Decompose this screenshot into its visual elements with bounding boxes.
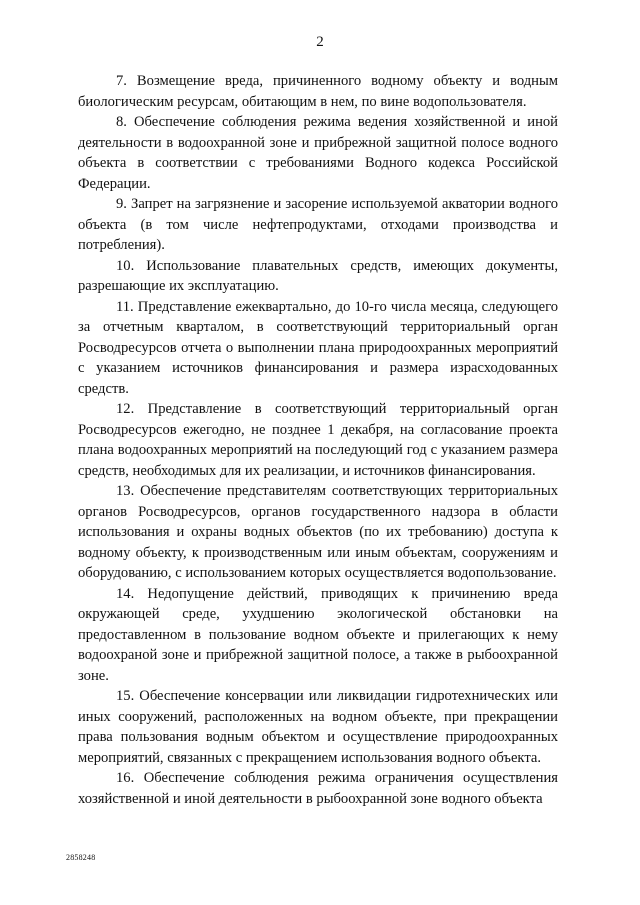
paragraph-item-16: 16. Обеспечение соблюдения режима ограничения осуществления хозяйственной и иной деятельности в рыбоохранной зоне водного объекта: [78, 770, 558, 807]
paragraph-item-13: 13. Обеспечение представителям соответствующих территориальных органов Росводресурсов, органов государственного надзора в области использования и охраны водных объектов (по их требованию) доступа к водному объекту, к производственным или иным объектам, сооружениям и оборудованию, с использованием которых осуществляется водопользование.: [78, 483, 558, 581]
paragraph-item-7: 7. Возмещение вреда, причиненного водному объекту и водным биологическим ресурсам, обитающим в нем, по вине водопользователя.: [78, 73, 558, 110]
paragraph-item-15: 15. Обеспечение консервации или ликвидации гидротехнических или иных сооружений, расположенных на водном объекте, при прекращении права пользования водным объектом и осуществление природоохранных мероприятий, связанных с прекращением использования водного объекта.: [78, 688, 558, 766]
document-code: 2858248: [66, 853, 96, 862]
paragraph-item-11: 11. Представление ежеквартально, до 10-го числа месяца, следующего за отчетным кварталом, в соответствующий территориальный орган Росводресурсов отчета о выполнении плана природоохранных мероприятий с указанием источников финансирования и размера израсходованных средств.: [78, 298, 558, 397]
paragraph-item-8: 8. Обеспечение соблюдения режима ведения хозяйственной и иной деятельности в водоохранной зоне и прибрежной защитной полосе водного объекта в соответствии с требованиями Водного кодекса Российской Федерации.: [78, 114, 558, 192]
paragraph-item-10: 10. Использование плавательных средств, имеющих документы, разрешающие их эксплуатацию.: [78, 257, 558, 294]
paragraph-item-14: 14. Недопущение действий, приводящих к причинению вреда окружающей среде, ухудшению экологической обстановки на предоставленном в пользование водном объекте и прилегающих к нему водоохраной зоне и прибрежной защитной полосе, а также в рыбоохранной зоне.: [78, 585, 558, 684]
document-body: [78, 71, 558, 809]
paragraph-item-9: 9. Запрет на загрязнение и засорение используемой акватории водного объекта (в том числе нефтепродуктами, отходами производства и потребления).: [78, 196, 558, 253]
paragraph-item-12: 12. Представление в соответствующий территориальный орган Росводресурсов ежегодно, не позднее 1 декабря, на согласование проекта плана водоохранных мероприятий на последующий год с указанием размера средств, необходимых для их реализации, и источников финансирования.: [78, 401, 558, 479]
page-number: 2: [316, 34, 324, 50]
